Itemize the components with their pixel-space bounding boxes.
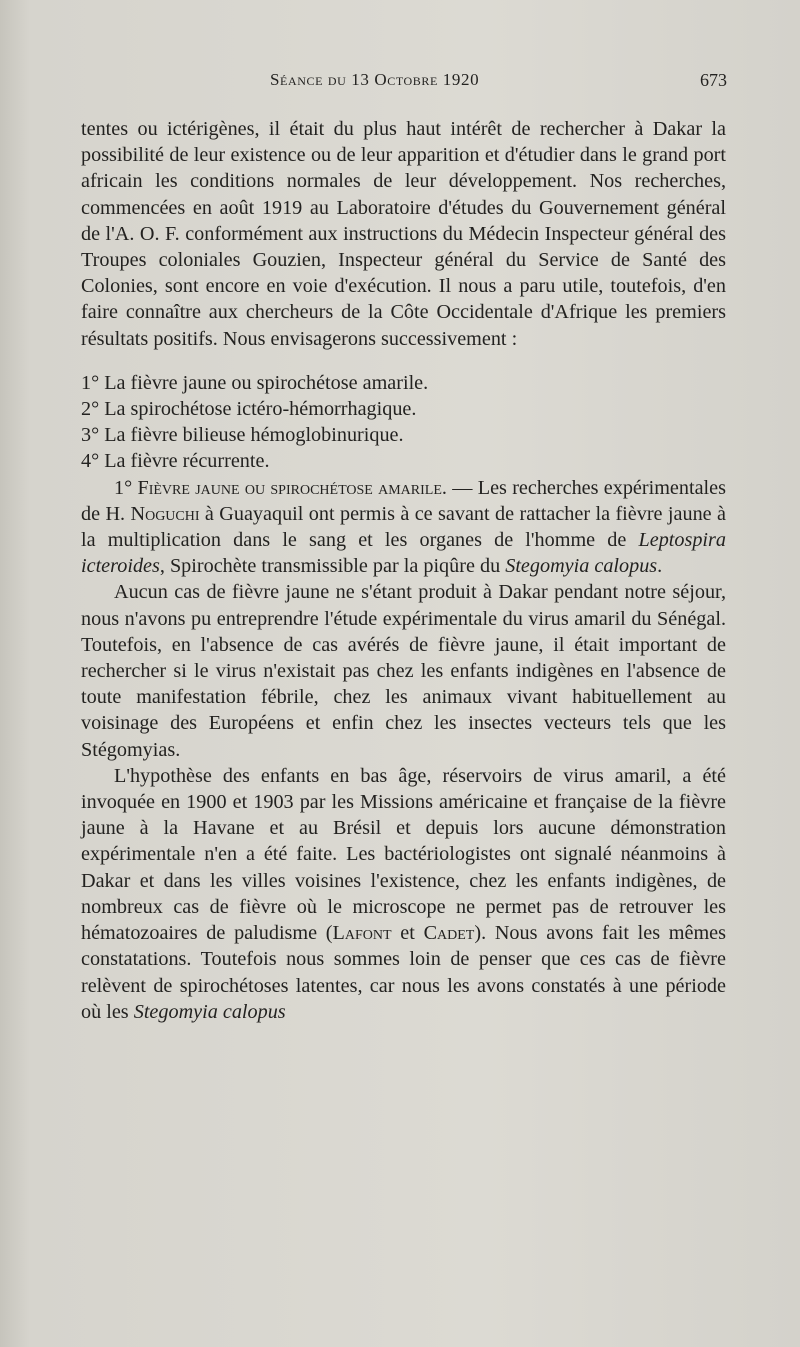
paragraph-continued: tentes ou ictérigènes, il était du plus haut intérêt de rechercher à Dakar la possibilité de leur existence ou de leur apparition et d'étudier dans le grand port africain les conditions normales de leur développement. Nos recherches, commencées en août 1919 au Laboratoire d'études du Gouvernement général de l'A. O. F. conformément aux instructions du Médecin Inspecteur général des Troupes coloniales Gouzien, Inspecteur général du Service de Santé des Colonies, sont encore en voie d'exécution. Il nous a paru utile, toutefois, d'en faire connaître aux chercheurs de la Côte Occidentale d'Afrique les premiers résultats positifs. Nous envisagerons successivement : [81,118,726,350]
list-item: 3° La fièvre bilieuse hémoglobinurique. [81,424,404,447]
paragraph [81,763,726,1025]
page-header [0,70,800,100]
species-name: Leptospira icteroides [81,529,726,578]
author-name: Noguchi [130,502,200,525]
species-name: Stegomyia calopus [133,1000,286,1023]
section-yellow-fever [81,475,726,580]
author-name: Cadet [423,922,475,945]
text-run: — Les recherches expérimentales de H. [81,476,726,525]
section-heading: 1° Fièvre jaune ou spirochétose amarile. [114,476,447,499]
running-head: Séance du 13 Octobre 1920 [270,70,480,89]
body-text [81,116,726,1025]
paragraph: Aucun cas de fièvre jaune ne s'étant produit à Dakar pendant notre séjour, nous n'avons pu entreprendre l'étude expérimentale du virus amaril du Sénégal. Toutefois, en l'absence de cas avérés de fièvre jaune, il était important de rechercher si le virus n'existait pas chez les enfants indigènes en l'absence de toute manifestation fébrile, chez les animaux vivant habituellement au voisinage des Européens et enfin chez les insectes vecteurs tels que les Stégomyias. [81,581,726,761]
list-item: 4° La fièvre récurrente. [81,450,270,473]
text-run: à Guayaquil ont permis à ce savant de rattacher la fièvre jaune à la multiplication dans le sang et les organes de l'homme de [81,502,726,552]
text-run: L'hypothèse des enfants en bas âge, réservoirs de virus amaril, a été invoquée en 1900 et 1903 par les Missions américaine et française de la fièvre jaune à la Havane et au Brésil et depuis lors aucune démonstration expérimentale n'en a été faite. Les bactériologistes ont signalé néanmoins à Dakar et dans les villes voisines l'existence, chez les enfants indigènes, de nombreux cas de fièvre où le microscope ne permet pas de retrouver les hématozoaires de paludisme ( [81,764,726,945]
text-run: et [391,922,424,945]
text-run: , Spirochète transmissible par la piqûre du [159,555,506,578]
text-run: ). Nous avons fait les mêmes constatations. Toutefois nous sommes loin de penser que ces cas de fièvre relèvent de spirochétoses latentes, car nous les avons constatés à une période où les [81,922,726,1023]
text-run: . [657,555,663,578]
species-name: Stegomyia calopus [505,555,658,578]
author-name: Lafont [332,922,392,945]
page-number: 673 [700,70,727,90]
list-item: 2° La spirochétose ictéro-hémorrhagique. [81,398,417,421]
list-item: 1° La fièvre jaune ou spirochétose amarile. [81,371,429,394]
